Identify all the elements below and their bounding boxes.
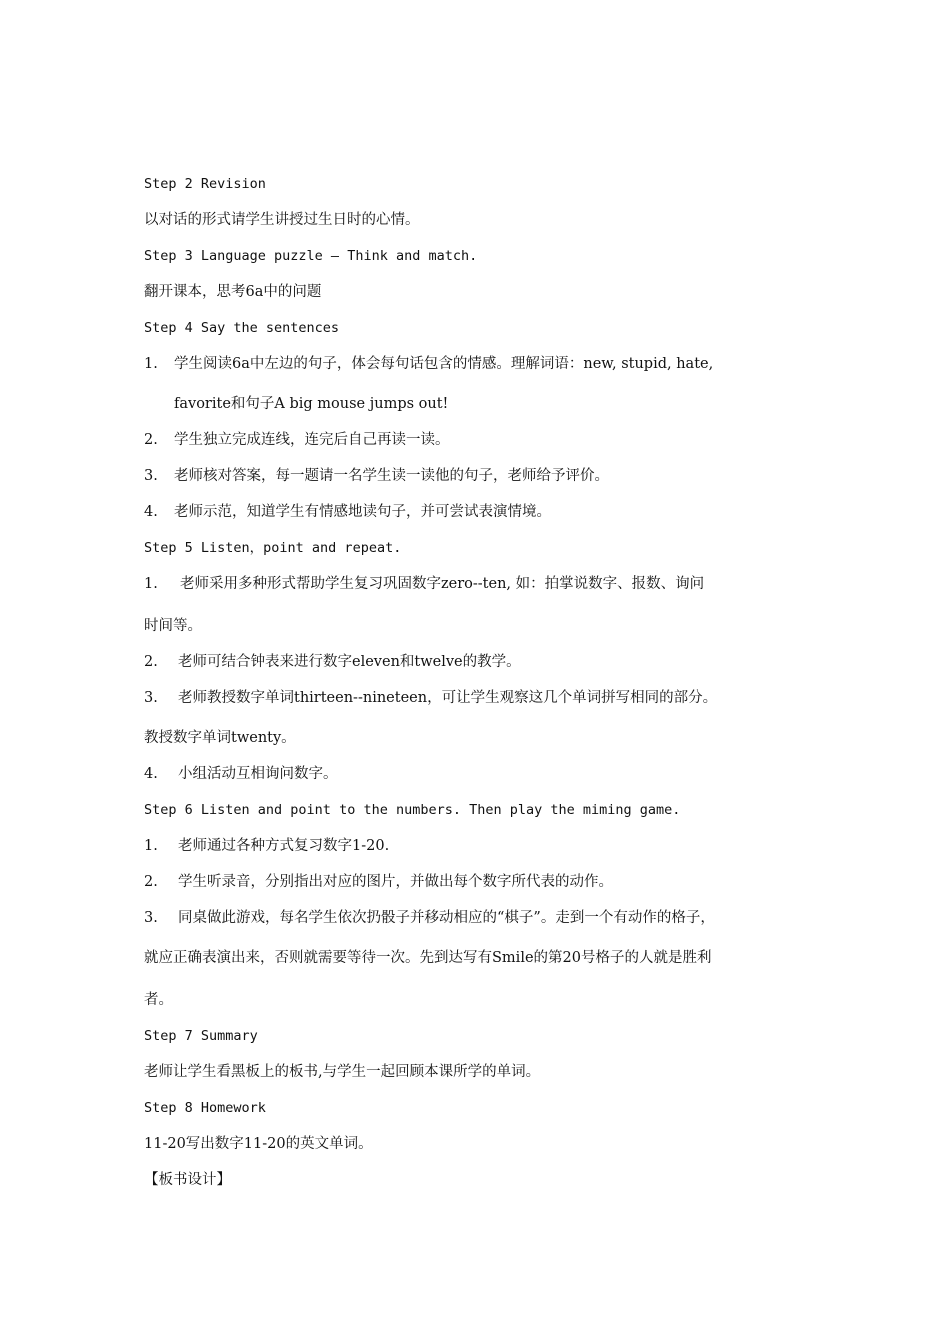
list-number: 2.: [144, 874, 158, 890]
step5-item-1-cont: 时间等。: [144, 618, 202, 634]
step4-item-2: [144, 430, 824, 450]
item-text: 老师可结合钟表来进行数字eleven和twelve的教学。: [178, 654, 521, 670]
item-text: 老师教授数字单词thirteen--nineteen，可让学生观察这几个单词拼写相同的部分。: [178, 690, 718, 706]
step5-item-3-cont: 教授数字单词twenty。: [144, 730, 296, 746]
item-text: 学生阅读6a中左边的句子，体会每句话包含的情感。理解词语：new, stupid, hate,: [174, 356, 714, 372]
step6-item-2: [144, 872, 824, 892]
list-number: 3.: [144, 690, 158, 706]
item-text: 学生听录音，分别指出对应的图片，并做出每个数字所代表的动作。: [178, 874, 613, 890]
list-number: 2.: [144, 432, 158, 448]
step8-heading: Step 8 Homework: [144, 1100, 266, 1116]
item-text: 小组活动互相询问数字。: [178, 766, 338, 782]
step5-heading: Step 5 Listen，point and repeat.: [144, 540, 402, 556]
step7-text: 老师让学生看黑板上的板书,与学生一起回顾本课所学的单词。: [144, 1064, 541, 1080]
step4-item-1: [144, 354, 824, 374]
step5-item-3: [144, 688, 824, 708]
step3-text: 翻开课本，思考6a中的问题: [144, 284, 322, 300]
board-design-heading: 【板书设计】: [144, 1172, 231, 1188]
step2-text: 以对话的形式请学生讲授过生日时的心情。: [144, 212, 420, 228]
step6-heading: Step 6 Listen and point to the numbers. Then play the miming game.: [144, 802, 681, 818]
item-text: 老师通过各种方式复习数字1-20.: [178, 838, 390, 854]
step5-item-1: [144, 574, 824, 594]
step6-item-3: [144, 908, 824, 928]
step3-heading: Step 3 Language puzzle — Think and match.: [144, 248, 478, 264]
step6-item-3-cont: 就应正确表演出来，否则就需要等待一次。先到达写有Smile的第20号格子的人就是胜利: [144, 950, 712, 966]
list-number: 3.: [144, 468, 158, 484]
item-text: 老师采用多种形式帮助学生复习巩固数字zero--ten, 如：拍掌说数字、报数、询问: [180, 576, 705, 592]
list-number: 1.: [144, 576, 158, 592]
list-number: 1.: [144, 356, 158, 372]
step6-item-3-cont2: 者。: [144, 992, 173, 1008]
item-text: 学生独立完成连线，连完后自己再读一读。: [174, 432, 450, 448]
list-number: 4.: [144, 766, 158, 782]
list-number: 1.: [144, 838, 158, 854]
item-text: 老师示范，知道学生有情感地读句子，并可尝试表演情境。: [174, 504, 551, 520]
step5-item-2: [144, 652, 824, 672]
step4-item-1-cont: favorite和句子A big mouse jumps out!: [174, 396, 449, 412]
step4-item-4: [144, 502, 824, 522]
step4-heading: Step 4 Say the sentences: [144, 320, 340, 336]
list-number: 2.: [144, 654, 158, 670]
step5-item-4: [144, 764, 824, 784]
item-text: 同桌做此游戏，每名学生依次扔骰子并移动相应的“棋子”。走到一个有动作的格子，: [178, 910, 715, 926]
step4-item-3: [144, 466, 824, 486]
step6-item-1: [144, 836, 824, 856]
item-text: 老师核对答案，每一题请一名学生读一读他的句子，老师给予评价。: [174, 468, 609, 484]
list-number: 3.: [144, 910, 158, 926]
step8-text: 11-20写出数字11-20的英文单词。: [144, 1136, 373, 1152]
step2-heading: Step 2 Revision: [144, 176, 266, 192]
list-number: 4.: [144, 504, 158, 520]
step7-heading: Step 7 Summary: [144, 1028, 258, 1044]
